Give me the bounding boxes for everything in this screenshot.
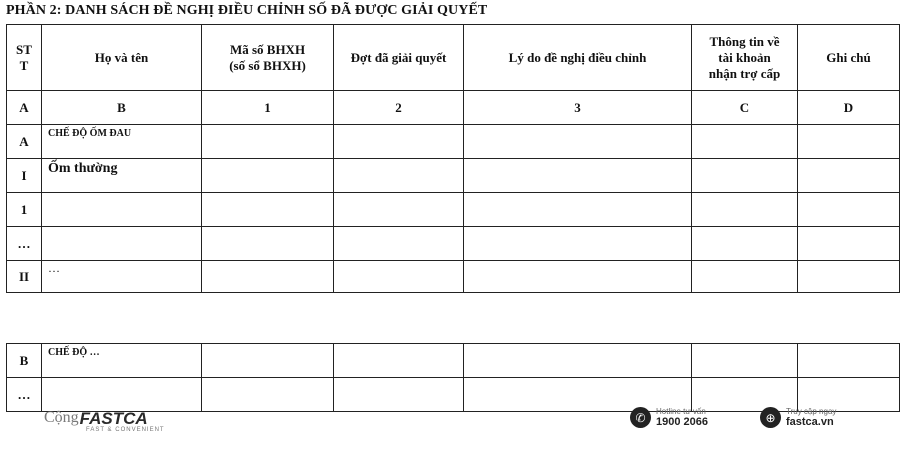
- table-row: …: [7, 227, 900, 261]
- header-account-info: Thông tin về tài khoản nhận trợ cấp: [692, 25, 798, 91]
- adjustment-table: [6, 24, 900, 293]
- table-row: …: [7, 378, 900, 412]
- table-row: B CHẾ ĐỘ …: [7, 344, 900, 378]
- website-block[interactable]: [760, 407, 836, 428]
- table-row: I Ốm thường: [7, 159, 900, 193]
- header-lydo: Lý do đề nghị điều chỉnh: [464, 25, 692, 91]
- header-dot: Đợt đã giải quyết: [334, 25, 464, 91]
- brand-tagline: FAST & CONVENIENT: [86, 427, 165, 433]
- hotline-label: Hotline tư vấn: [656, 407, 706, 416]
- cong-label: Cộng: [44, 409, 79, 426]
- table-row: II …: [7, 261, 900, 293]
- website-label: Truy cập ngay: [786, 407, 837, 416]
- index-row: A B 1 2 3 C D: [7, 91, 900, 125]
- adjustment-table-continued: [6, 343, 900, 412]
- brand-logo: [44, 409, 148, 429]
- header-bhxh: Mã số BHXH (số sổ BHXH): [202, 25, 334, 91]
- globe-icon: ⊕: [760, 407, 781, 428]
- table-row: A CHẾ ĐỘ ỐM ĐAU: [7, 125, 900, 159]
- footer-watermark: [40, 405, 900, 441]
- brand-name: FASTCA: [79, 409, 148, 428]
- section-title: PHẦN 2: DANH SÁCH ĐỀ NGHỊ ĐIỀU CHỈNH SỐ ĐÃ ĐƯỢC GIẢI QUYẾT: [6, 3, 488, 18]
- table-row: 1: [7, 193, 900, 227]
- header-stt: ST T: [7, 25, 42, 91]
- hotline-block[interactable]: [630, 407, 708, 428]
- header-ghichu: Ghi chú: [798, 25, 900, 91]
- header-name: Họ và tên: [42, 25, 202, 91]
- phone-icon: ✆: [630, 407, 651, 428]
- website-url: fastca.vn: [786, 416, 834, 428]
- hotline-number: 1900 2066: [656, 416, 708, 428]
